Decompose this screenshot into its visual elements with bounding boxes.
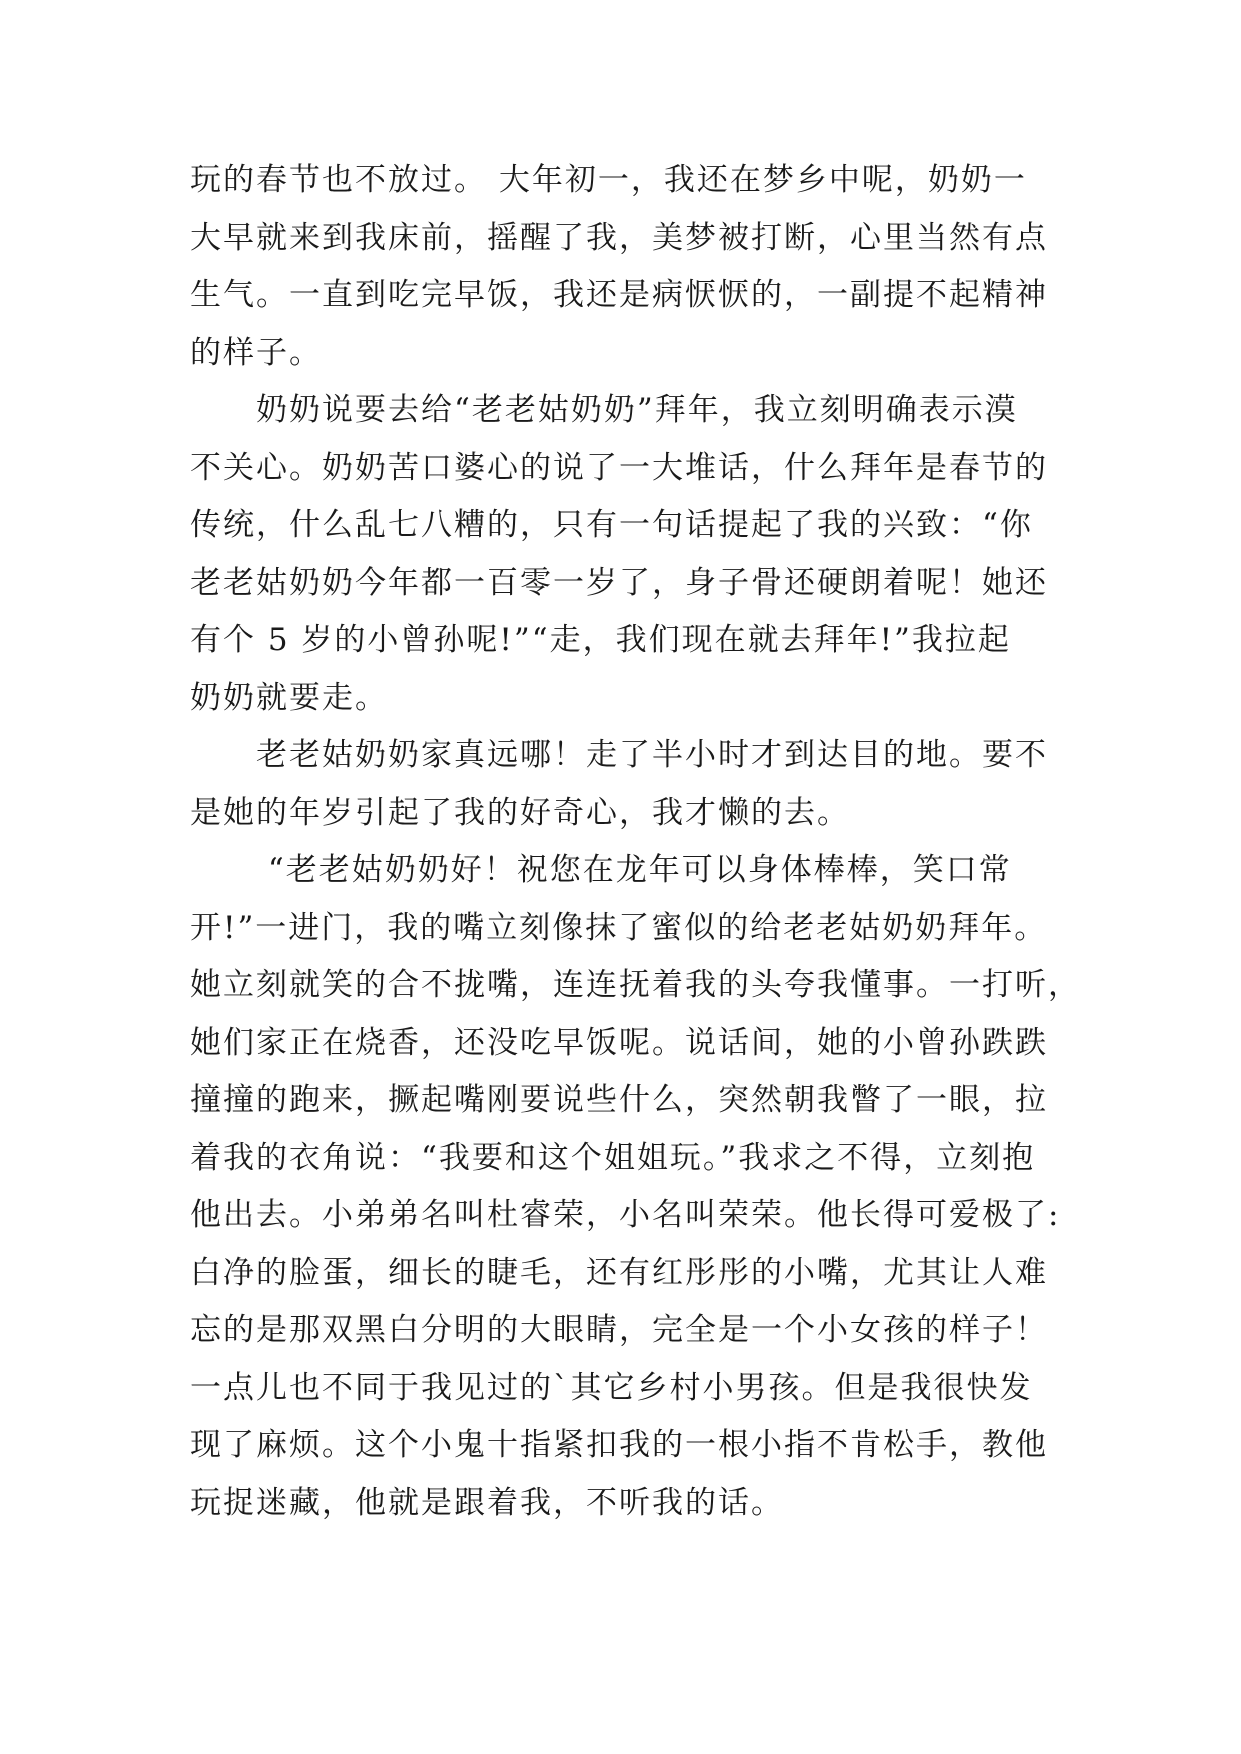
- text-line: 有个 5 岁的小曾孙呢!”“走，我们现在就去拜年!”我拉起: [190, 622, 1011, 658]
- text-line: 玩的春节也不放过。 大年初一，我还在梦乡中呢，奶奶一: [190, 162, 1027, 198]
- text-line: 的样子。: [190, 334, 322, 371]
- text-line: “老老姑奶奶好！祝您在龙年可以身体棒棒，笑口常: [190, 852, 1012, 888]
- text-line: 老老姑奶奶家真远哪！走了半小时才到达目的地。要不: [190, 737, 1048, 773]
- document-page: [190, 152, 1081, 1532]
- text-line: 老老姑奶奶今年都一百零一岁了，身子骨还硬朗着呢！她还: [190, 564, 1048, 601]
- text-line: 生气。一直到吃完早饭，我还是病恹恹的，一副提不起精神: [190, 277, 1048, 313]
- text-line: 玩捉迷藏，他就是跟着我，不听我的话。: [190, 1484, 784, 1521]
- text-line: 开!”一进门，我的嘴立刻像抹了蜜似的给老老姑奶奶拜年。: [190, 909, 1048, 946]
- text-line: 不关心。奶奶苦口婆心的说了一大堆话，什么拜年是春节的: [190, 449, 1048, 486]
- text-line: 他出去。小弟弟名叫杜睿荣，小名叫荣荣。他长得可爱极了:: [190, 1197, 1061, 1233]
- text-line: 是她的年岁引起了我的好奇心，我才懒的去。: [190, 794, 850, 831]
- text-line: 着我的衣角说：“我要和这个姐姐玩。”我求之不得，立刻抱: [190, 1139, 1036, 1176]
- text-line: 撞撞的跑来，撅起嘴刚要说些什么，突然朝我瞥了一眼，拉: [190, 1082, 1048, 1118]
- text-line: 忘的是那双黑白分明的大眼睛，完全是一个小女孩的样子！: [190, 1312, 1048, 1348]
- text-line: 现了麻烦。这个小鬼十指紧扣我的一根小指不肯松手，教他: [190, 1427, 1048, 1463]
- text-line: 奶奶就要走。: [190, 679, 388, 716]
- text-line: 她们家正在烧香，还没吃早饭呢。说话间，她的小曾孙跌跌: [190, 1024, 1048, 1061]
- text-line: 奶奶说要去给“老老姑奶奶”拜年，我立刻明确表示漠: [190, 392, 1018, 428]
- text-line: 传统，什么乱七八糟的，只有一句话提起了我的兴致：“你: [190, 507, 1033, 543]
- text-line: 白净的脸蛋，细长的睫毛，还有红彤彤的小嘴，尤其让人难: [190, 1254, 1048, 1291]
- text-line: 她立刻就笑的合不拢嘴，连连抚着我的头夸我懂事。一打听，: [190, 967, 1081, 1003]
- text-line: 大早就来到我床前，摇醒了我，美梦被打断，心里当然有点: [190, 219, 1048, 256]
- text-line: 一点儿也不同于我见过的`其它乡村小男孩。但是我很快发: [190, 1369, 1033, 1406]
